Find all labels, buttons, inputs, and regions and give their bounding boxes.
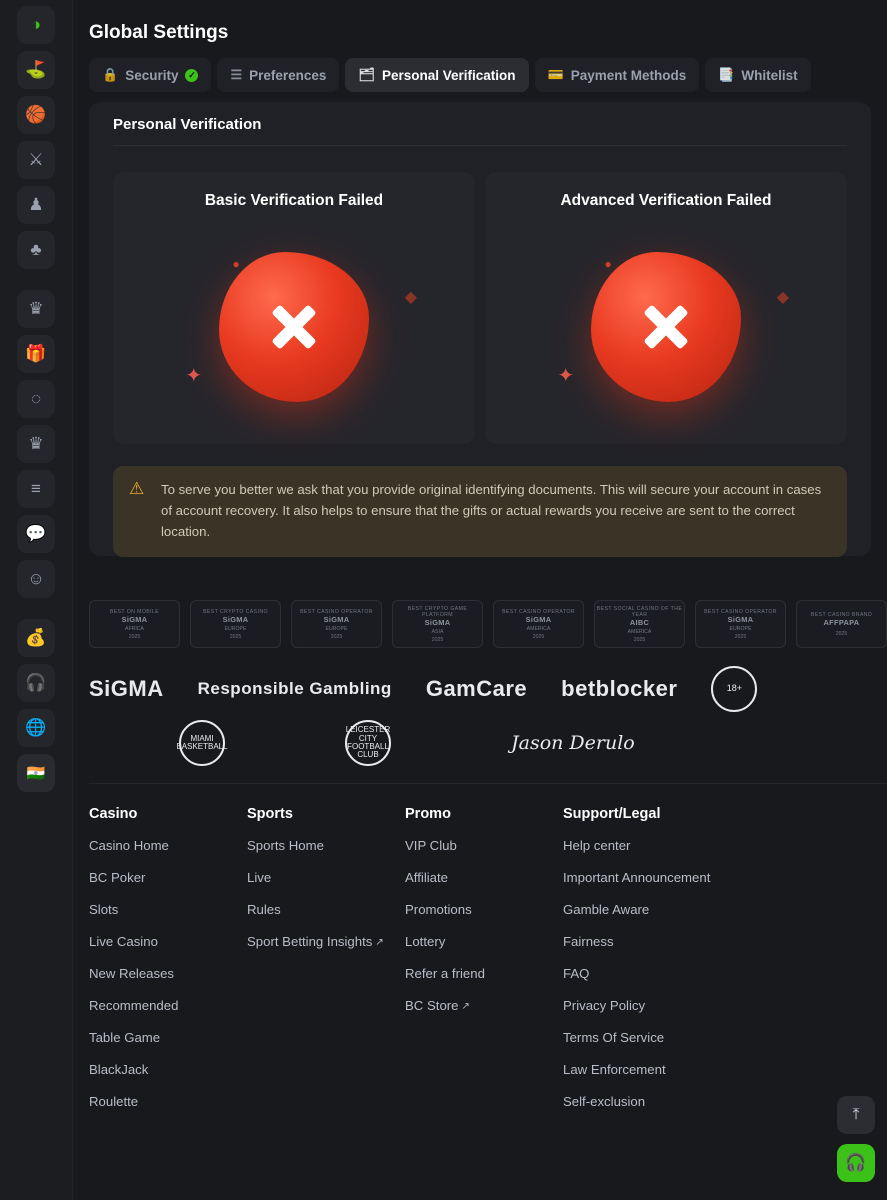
- award-badge-top: BEST SOCIAL CASINO OF THE YEAR: [596, 605, 683, 618]
- back-to-top-button[interactable]: [837, 1096, 875, 1134]
- footer-link[interactable]: FAQ: [563, 966, 590, 981]
- award-badge-brand: AIBC: [629, 617, 650, 627]
- footer: [73, 784, 887, 1126]
- tab-security-label: Security: [125, 67, 179, 83]
- gamcare-logo: GamCare: [425, 676, 528, 701]
- footer-heading-support-legal: Support/Legal: [563, 806, 661, 822]
- footer-link[interactable]: Live Casino: [89, 934, 158, 949]
- sidebar-item-affiliate[interactable]: [17, 560, 55, 598]
- support-headset-icon: 🎧: [25, 673, 47, 692]
- award-badge: [796, 600, 887, 648]
- award-badge-region: EUROPE: [729, 625, 752, 632]
- tab-whitelist[interactable]: [705, 58, 810, 92]
- responsible-gambling-logo: Responsible Gambling: [197, 679, 392, 699]
- sidebar-item-country[interactable]: [17, 754, 55, 792]
- award-badge: [392, 600, 483, 648]
- settings-tabs: [73, 58, 887, 92]
- miami-heat-logo: MIAMI BASKETBALL: [179, 720, 225, 766]
- sidebar-item-chat[interactable]: [17, 515, 55, 553]
- spark-icon: ●: [232, 256, 240, 271]
- basic-verification-title: Basic Verification Failed: [204, 192, 384, 209]
- award-badge-brand: SiGMA: [222, 614, 249, 624]
- award-badge-year: 2025: [633, 636, 646, 643]
- award-badge: [695, 600, 786, 648]
- spark-icon: ✦: [557, 364, 575, 387]
- tab-preferences-label: Preferences: [249, 67, 327, 83]
- award-badge: [594, 600, 685, 648]
- basketball-icon: 🏀: [25, 105, 47, 124]
- sidebar-item-wheel[interactable]: [17, 380, 55, 418]
- sidebar-item-sports[interactable]: [17, 51, 55, 89]
- verification-notice-text: To serve you better we ask that you provide original identifying documents. This will secure your account in cases of account recovery. It also helps to ensure that the gifts or actual rewards you receive are sent to the correct location.: [161, 482, 822, 539]
- award-badge-year: 2025: [229, 633, 242, 640]
- slots-icon: ♣: [30, 240, 42, 259]
- award-badge-region: EUROPE: [325, 625, 348, 632]
- tab-personal-verification[interactable]: [345, 58, 528, 92]
- footer-link[interactable]: Sports Home: [247, 838, 324, 853]
- leicester-city-logo: LEICESTER CITY FOOTBALL CLUB: [345, 720, 391, 766]
- footer-link[interactable]: VIP Club: [405, 838, 457, 853]
- tab-whitelist-label: Whitelist: [741, 67, 798, 83]
- footer-link-label: Sport Betting Insights: [247, 934, 373, 949]
- basic-verification-graphic: [113, 210, 475, 444]
- sidebar-item-basketball[interactable]: [17, 96, 55, 134]
- chat-icon: 💬: [25, 524, 47, 543]
- basic-verification-card[interactable]: [113, 172, 475, 444]
- promotions-icon: 💰: [25, 628, 47, 647]
- vip-crown-icon: ♛: [28, 299, 44, 318]
- footer-link[interactable]: Recommended: [89, 998, 179, 1013]
- footer-link[interactable]: Casino Home: [89, 838, 169, 853]
- award-badge-region: AMERICA: [627, 628, 652, 635]
- wheel-icon: ◌: [30, 389, 42, 408]
- footer-link[interactable]: Table Game: [89, 1030, 161, 1045]
- award-badge-top: BEST ON MOBILE: [109, 608, 160, 615]
- footer-link[interactable]: Lottery: [405, 934, 446, 949]
- footer-link[interactable]: Self-exclusion: [563, 1094, 646, 1109]
- footer-link[interactable]: Affiliate: [405, 870, 449, 885]
- award-badge-brand: SiGMA: [424, 617, 451, 627]
- footer-link[interactable]: Fairness: [563, 934, 614, 949]
- leaderboard-icon: ≡: [31, 479, 41, 498]
- affiliate-icon: ☺: [27, 569, 45, 588]
- footer-link-external[interactable]: [405, 998, 563, 1013]
- failed-cross-icon: [591, 252, 741, 402]
- tab-personal-verification-label: Personal Verification: [381, 67, 516, 83]
- award-badge-top: BEST CASINO OPERATOR: [704, 608, 777, 615]
- footer-link-external[interactable]: [247, 934, 405, 949]
- country-flag-icon: 🇮🇳: [26, 765, 46, 782]
- footer-link[interactable]: Rules: [247, 902, 281, 917]
- sidebar-item-live-casino[interactable]: [17, 425, 55, 463]
- award-badge-year: 2025: [128, 633, 141, 640]
- footer-column-promo: [405, 806, 563, 1126]
- personal-verification-panel: [89, 102, 871, 556]
- spark-icon: ●: [604, 256, 612, 271]
- footer-column-support-legal: [563, 806, 739, 1126]
- sidebar-item-logo[interactable]: [17, 6, 55, 44]
- award-badge: [190, 600, 281, 648]
- panel-heading: Personal Verification: [113, 102, 847, 146]
- award-badge-region: AFRICA: [124, 625, 145, 632]
- verification-cards: [113, 172, 847, 444]
- award-badge-top: BEST CASINO OPERATOR: [502, 608, 575, 615]
- language-globe-icon: 🌐: [25, 718, 47, 737]
- live-casino-icon: ♛: [28, 434, 44, 453]
- sidebar: [0, 0, 73, 1200]
- footer-link[interactable]: BC Poker: [89, 870, 146, 885]
- footer-link[interactable]: New Releases: [89, 966, 175, 981]
- esports-icon: ⚔: [28, 150, 44, 169]
- sidebar-item-promotions[interactable]: [17, 619, 55, 657]
- credit-card-icon: 💳: [547, 67, 564, 82]
- advanced-verification-graphic: [485, 210, 847, 444]
- award-badge-year: 2025: [734, 633, 747, 640]
- award-badge-region: ASIA: [431, 628, 444, 635]
- footer-link[interactable]: Privacy Policy: [563, 998, 646, 1013]
- id-card-icon: 🗂: [358, 67, 375, 82]
- footer-link[interactable]: Terms Of Service: [563, 1030, 665, 1045]
- partner-logo-row-primary: [89, 666, 887, 712]
- footer-link[interactable]: Help center: [563, 838, 631, 853]
- award-badge-brand: AFFPAPA: [823, 617, 860, 627]
- award-badges: [89, 600, 887, 648]
- award-badge-top: BEST CASINO OPERATOR: [300, 608, 373, 615]
- partner-logo-row-secondary: [89, 720, 887, 766]
- advanced-verification-title: Advanced Verification Failed: [560, 192, 772, 209]
- award-badge: [493, 600, 584, 648]
- sidebar-item-leaderboard[interactable]: [17, 470, 55, 508]
- footer-link[interactable]: Law Enforcement: [563, 1062, 666, 1077]
- footer-link[interactable]: Live: [247, 870, 272, 885]
- footer-link[interactable]: Important Announcement: [563, 870, 711, 885]
- lock-icon: 🔒: [102, 67, 119, 82]
- award-badge-brand: SiGMA: [727, 614, 754, 624]
- partner-logos: [89, 666, 887, 784]
- sidebar-item-casino[interactable]: [17, 186, 55, 224]
- award-badge-brand: SiGMA: [525, 614, 552, 624]
- sidebar-item-gift[interactable]: [17, 335, 55, 373]
- logo-icon: ◑: [30, 15, 42, 34]
- betblocker-logo: betblocker: [561, 676, 678, 701]
- footer-link-label: BC Store: [405, 998, 459, 1013]
- verification-notice: [113, 466, 847, 557]
- spark-icon: ◆: [404, 289, 418, 307]
- arrow-up-icon: ⤒: [852, 1106, 860, 1123]
- award-badge-region: EUROPE: [224, 625, 247, 632]
- verified-check-icon: ✓: [185, 69, 198, 82]
- award-badge-year: 2025: [835, 630, 848, 637]
- award-badge: [89, 600, 180, 648]
- award-badge-brand: SiGMA: [121, 614, 148, 624]
- footer-link[interactable]: Roulette: [89, 1094, 139, 1109]
- tab-preferences[interactable]: [217, 58, 339, 92]
- award-badge: [291, 600, 382, 648]
- external-link-icon: ↗: [375, 937, 384, 948]
- sidebar-item-slots[interactable]: [17, 231, 55, 269]
- award-badge-top: BEST CRYPTO CASINO: [203, 608, 268, 615]
- sliders-icon: ☰: [230, 67, 243, 82]
- footer-heading-sports: Sports: [247, 806, 293, 822]
- sidebar-item-esports[interactable]: [17, 141, 55, 179]
- page-title: Global Settings: [89, 22, 229, 43]
- gift-icon: 🎁: [25, 344, 47, 363]
- footer-link[interactable]: Promotions: [405, 902, 472, 917]
- external-link-icon: ↗: [461, 1001, 470, 1012]
- main-content: [73, 0, 887, 1200]
- failed-cross-icon: [219, 252, 369, 402]
- eighteen-plus-icon: 18+: [711, 666, 757, 712]
- sidebar-item-vip[interactable]: [17, 290, 55, 328]
- sidebar-item-language[interactable]: [17, 709, 55, 747]
- award-badge-top: BEST CASINO BRAND: [810, 611, 873, 618]
- award-badge-top: BEST CRYPTO GAME PLATFORM: [407, 605, 468, 618]
- spark-icon: ✦: [185, 364, 203, 387]
- spark-icon: ◆: [776, 289, 790, 307]
- footer-link[interactable]: Slots: [89, 902, 119, 917]
- tab-payment-methods-label: Payment Methods: [570, 67, 687, 83]
- advanced-verification-card[interactable]: [485, 172, 847, 444]
- headset-icon: 🎧: [845, 1153, 867, 1172]
- jason-derulo-signature: Jason Derulo: [511, 732, 635, 754]
- sports-icon: ⛳: [25, 60, 47, 79]
- footer-link[interactable]: Gamble Aware: [563, 902, 650, 917]
- casino-chip-icon: ♟: [28, 195, 44, 214]
- footer-column-casino: [89, 806, 247, 1126]
- award-badge-brand: SiGMA: [323, 614, 350, 624]
- list-icon: 📑: [718, 67, 735, 82]
- footer-column-sports: [247, 806, 405, 1126]
- warning-icon: ⚠: [129, 479, 145, 498]
- sigma-logo: SiGMA: [89, 676, 164, 701]
- award-badge-year: 2025: [330, 633, 343, 640]
- footer-link[interactable]: BlackJack: [89, 1062, 149, 1077]
- footer-heading-casino: Casino: [89, 806, 138, 822]
- award-badge-year: 2025: [532, 633, 545, 640]
- live-support-button[interactable]: [837, 1144, 875, 1182]
- award-badge-year: 2025: [431, 636, 444, 643]
- footer-link[interactable]: Refer a friend: [405, 966, 485, 981]
- sidebar-item-support[interactable]: [17, 664, 55, 702]
- award-badge-region: AMERICA: [526, 625, 551, 632]
- footer-heading-promo: Promo: [405, 806, 451, 822]
- tab-security[interactable]: [89, 58, 211, 92]
- tab-payment-methods[interactable]: [535, 58, 700, 92]
